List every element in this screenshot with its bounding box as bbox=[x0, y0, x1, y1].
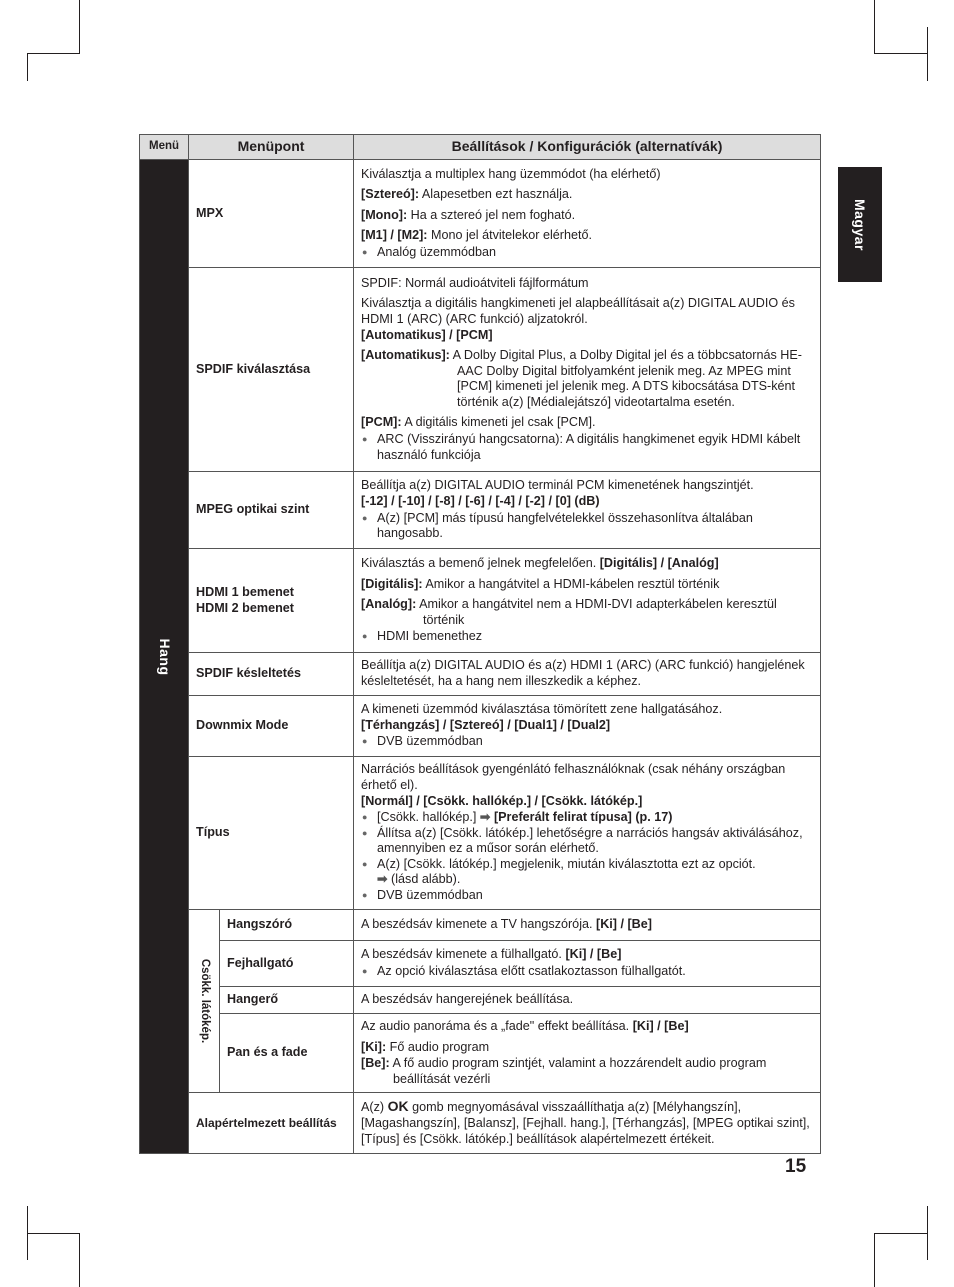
text-line: Kiválasztja a multiplex hang üzemmódot (ha elérhető) bbox=[361, 166, 661, 181]
text-line: [Automatikus]: A Dolby Digital Plus, a Dolby Digital jel és a többcsatornás HE-AAC Dolby Digital bitfolyamként jelenik meg. Az MPEG mint [PCM] kimeneti jel jelenik meg. A DTS kibocsátása DTS-ként történik a(z) [Médialejátszó] videotartalma esetén. bbox=[361, 348, 802, 409]
text-line: Narrációs beállítások gyengénlátó felhasználóknak (csak néhány országban érhető el). [Normál] / [Csökk. hallókép.] / [Csökk. látókép.] bbox=[361, 762, 786, 808]
menu-label: Hang bbox=[156, 638, 173, 676]
bullet-item: ● A(z) [Csökk. látókép.] megjelenik, miután kiválasztotta ezt az opciót. ➡ (lásd alább). bbox=[361, 857, 813, 888]
item-speaker: Hangszóró bbox=[220, 910, 354, 941]
language-tab bbox=[838, 167, 882, 282]
crop-mark bbox=[27, 53, 28, 81]
text-line: [Ki]: Fő audio program bbox=[361, 1039, 490, 1054]
crop-mark bbox=[27, 53, 80, 54]
bullet-item: ● A(z) [PCM] más típusú hangfelvételekkel összehasonlítva általában hangosabb. bbox=[361, 511, 813, 542]
menu-column bbox=[140, 160, 189, 1154]
arrow-icon: ➡ bbox=[479, 810, 491, 825]
table-row bbox=[140, 910, 821, 941]
table-row bbox=[140, 268, 821, 472]
text-line: [Digitális]: Amikor a hangátvitel a HDMI-kábelen resztül történik bbox=[361, 576, 720, 591]
text-line: [Sztereó]: Alapesetben ezt használja. bbox=[361, 187, 573, 202]
table-row bbox=[140, 1093, 821, 1154]
crop-mark bbox=[927, 27, 928, 81]
bullet-item: ● HDMI bemenethez bbox=[361, 629, 813, 645]
text-line: A kimeneti üzemmód kiválasztása tömörített zene hallgatásához. [Térhangzás] / [Sztereó] / [Dual1] / [Dual2] bbox=[361, 702, 723, 732]
crop-mark bbox=[27, 1233, 80, 1234]
desc-headphone bbox=[354, 941, 821, 987]
bullet-item: ● ARC (Visszirányú hangcsatorna): A digitális hangkimenet egyik HDMI kábelt használó funkciója bbox=[361, 432, 813, 463]
text-line: Kiválasztja a digitális hangkimeneti jel alapbeállításait a(z) DIGITAL AUDIO és HDMI 1 (ARC) (ARC funkció) aljzatokról. [Automatikus] / [PCM] bbox=[361, 296, 795, 342]
bullet-item: ● DVB üzemmódban bbox=[361, 888, 813, 904]
bullet-item: ● Analóg üzemmódban bbox=[361, 245, 813, 261]
desc-mpeg bbox=[354, 472, 821, 549]
text-line: Az audio panoráma és a „fade" effekt beállítása. [Ki] / [Be] bbox=[361, 1019, 689, 1033]
item-panfade: Pan és a fade bbox=[220, 1014, 354, 1093]
desc-speaker: A beszédsáv kimenete a TV hangszórója. [Ki] / [Be] bbox=[354, 910, 821, 941]
item-spdif: SPDIF kiválasztása bbox=[189, 268, 354, 472]
table-row bbox=[140, 1014, 821, 1093]
settings-table bbox=[139, 134, 821, 1154]
table-row bbox=[140, 941, 821, 987]
desc-volume: A beszédsáv hangerejének beállítása. bbox=[354, 987, 821, 1014]
item-type: Típus bbox=[189, 757, 354, 910]
desc-mpx bbox=[354, 160, 821, 268]
header-menu: Menü bbox=[140, 135, 189, 160]
table-row bbox=[140, 696, 821, 757]
crop-mark bbox=[874, 53, 927, 54]
item-hdmi2: HDMI 2 bemenet bbox=[196, 600, 294, 615]
desc-hdmi bbox=[354, 549, 821, 653]
table-row bbox=[140, 757, 821, 910]
header-item: Menüpont bbox=[189, 135, 354, 160]
text-line: Kiválasztás a bemenő jelnek megfelelően. [Digitális] / [Analóg] bbox=[361, 556, 719, 571]
item-spdif-delay: SPDIF késleltetés bbox=[189, 653, 354, 696]
ok-key: OK bbox=[387, 1098, 409, 1115]
text-line: A beszédsáv kimenete a fülhallgató. [Ki] / [Be] bbox=[361, 947, 622, 962]
table-row bbox=[140, 160, 821, 268]
bullet-item: ● Állítsa a(z) [Csökk. látókép.] lehetőségre a narrációs hangsáv aktiválásához, amennyiben ez a műsor során elérhető. bbox=[361, 826, 813, 857]
bullet-item: ● Az opció kiválasztása előtt csatlakoztasson fülhallgatót. bbox=[361, 964, 813, 980]
table-row bbox=[140, 549, 821, 653]
crop-mark bbox=[79, 1233, 80, 1287]
header-settings: Beállítások / Konfigurációk (alternatívák) bbox=[354, 135, 821, 160]
text-line: [Analóg]: Amikor a hangátvitel nem a HDMI-DVI adapterkábelen keresztül történik bbox=[361, 597, 777, 627]
item-hdmi bbox=[189, 549, 354, 653]
text-line: Beállítja a(z) DIGITAL AUDIO terminál PCM kimenetének hangszintjét. [-12] / [-10] / [-8] / [-6] / [-4] / [-2] / [0] (dB) bbox=[361, 478, 754, 508]
table-row bbox=[140, 472, 821, 549]
text-line: [Be]: A fő audio program szintjét, valamint a hozzárendelt audio program beállítását vezérli bbox=[361, 1056, 767, 1086]
crop-mark bbox=[79, 0, 80, 53]
table-row bbox=[140, 653, 821, 696]
item-hdmi1: HDMI 1 bemenet bbox=[196, 584, 294, 599]
desc-type bbox=[354, 757, 821, 910]
bullet-item: ● [Csökk. hallókép.] ➡ [Preferált felirat típusa] (p. 17) bbox=[361, 810, 813, 826]
vi-label: Csökk. látókép. bbox=[198, 959, 211, 1044]
item-headphone: Fejhallgató bbox=[220, 941, 354, 987]
table-row bbox=[140, 987, 821, 1014]
crop-mark bbox=[927, 1206, 928, 1260]
arrow-icon: ➡ bbox=[377, 872, 388, 887]
crop-mark bbox=[874, 0, 875, 53]
table-header bbox=[140, 135, 821, 160]
item-mpeg: MPEG optikai szint bbox=[189, 472, 354, 549]
crop-mark bbox=[874, 1233, 875, 1287]
item-downmix: Downmix Mode bbox=[189, 696, 354, 757]
item-volume: Hangerő bbox=[220, 987, 354, 1014]
crop-mark bbox=[874, 1233, 927, 1234]
bullet-item: ● DVB üzemmódban bbox=[361, 734, 813, 750]
desc-panfade bbox=[354, 1014, 821, 1093]
text-line: [Mono]: Ha a sztereó jel nem fogható. bbox=[361, 207, 576, 222]
text-line: [M1] / [M2]: Mono jel átvitelekor elérhető. bbox=[361, 228, 592, 243]
vi-column bbox=[189, 910, 220, 1093]
language-tab-label: Magyar bbox=[852, 198, 868, 251]
desc-spdif-delay: Beállítja a(z) DIGITAL AUDIO és a(z) HDMI 1 (ARC) (ARC funkció) hangjelének késleltetését, ha a hang nem illeszkedik a képhez. bbox=[354, 653, 821, 696]
item-default: Alapértelmezett beállítás bbox=[189, 1093, 354, 1154]
desc-downmix bbox=[354, 696, 821, 757]
text-line: [PCM]: A digitális kimeneti jel csak [PCM]. bbox=[361, 415, 596, 430]
desc-default: A(z) OK gomb megnyomásával visszaállíthatja a(z) [Mélyhangszín], [Magashangszín], [Balansz], [Fejhall. hang.], [Térhangzás], [MPEG optikai szint], [Típus] és [Csökk. látókép.] beállítások alapértelmezett értékeit. bbox=[354, 1093, 821, 1154]
crop-mark bbox=[27, 1206, 28, 1260]
page-number: 15 bbox=[785, 1156, 807, 1177]
item-mpx: MPX bbox=[189, 160, 354, 268]
text-line: SPDIF: Normál audioátviteli fájlformátum bbox=[361, 275, 589, 290]
desc-spdif bbox=[354, 268, 821, 472]
